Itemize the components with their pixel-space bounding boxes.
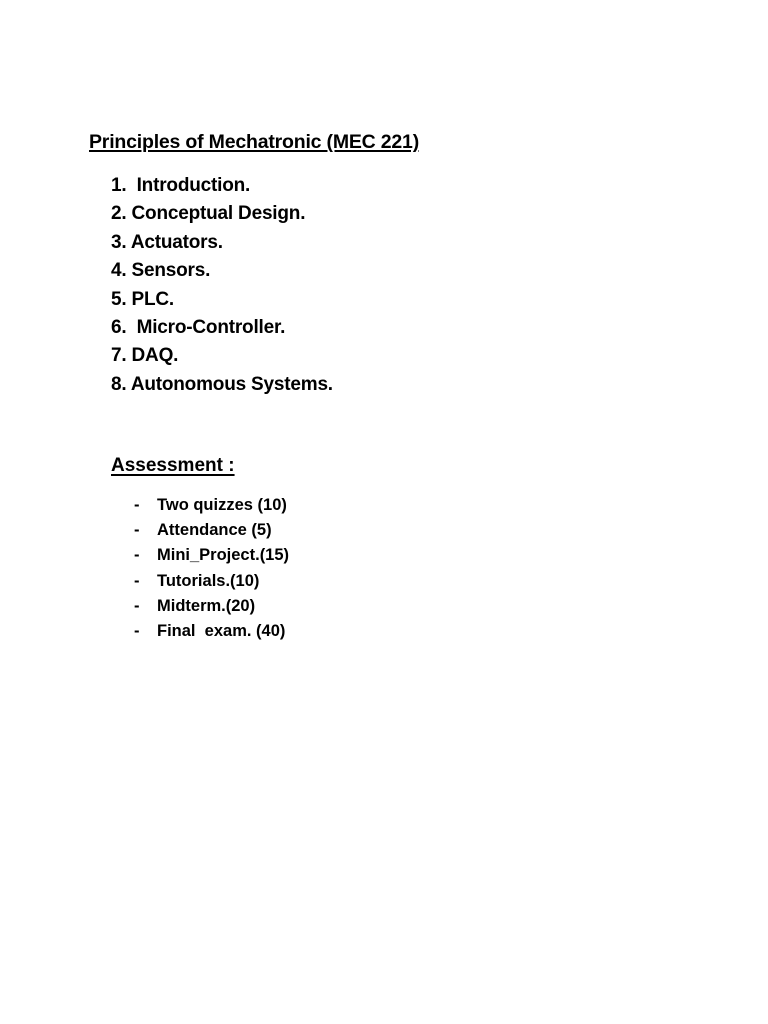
bullet-dash: - bbox=[134, 571, 140, 590]
topic-item: 4. Sensors. bbox=[111, 260, 211, 282]
assessment-item bbox=[134, 543, 289, 568]
bullet-dash: - bbox=[134, 621, 140, 640]
bullet-dash: - bbox=[134, 521, 140, 540]
bullet-dash: - bbox=[134, 596, 140, 615]
topics-list bbox=[111, 172, 333, 399]
assessment-list bbox=[134, 493, 289, 644]
topic-item: 2. Conceptual Design. bbox=[111, 203, 306, 225]
assessment-item-label: Mini_Project.(15) bbox=[157, 546, 290, 565]
assessment-item-label: Midterm.(20) bbox=[157, 596, 256, 615]
topic-item: 7. DAQ. bbox=[111, 345, 179, 367]
topic-item: 3. Actuators. bbox=[111, 231, 223, 253]
topic-item: 8. Autonomous Systems. bbox=[111, 373, 333, 395]
topic-item: 1. Introduction. bbox=[111, 175, 251, 196]
topic-item: 6. Micro-Controller. bbox=[111, 316, 286, 338]
bullet-dash: - bbox=[134, 496, 140, 514]
assessment-heading: Assessment : bbox=[111, 455, 235, 476]
assessment-item bbox=[134, 594, 289, 619]
assessment-item-label: Two quizzes (10) bbox=[157, 496, 287, 514]
assessment-item bbox=[134, 569, 289, 594]
bullet-dash: - bbox=[134, 546, 140, 565]
assessment-item-label: Tutorials.(10) bbox=[157, 571, 260, 590]
course-title: Principles of Mechatronic (MEC 221) bbox=[89, 131, 419, 153]
assessment-item bbox=[134, 619, 289, 644]
assessment-item bbox=[134, 518, 289, 543]
assessment-item-label: Attendance (5) bbox=[157, 521, 272, 540]
assessment-item bbox=[134, 493, 289, 518]
topic-item: 5. PLC. bbox=[111, 288, 175, 310]
assessment-item-label: Final exam. (40) bbox=[157, 621, 286, 640]
